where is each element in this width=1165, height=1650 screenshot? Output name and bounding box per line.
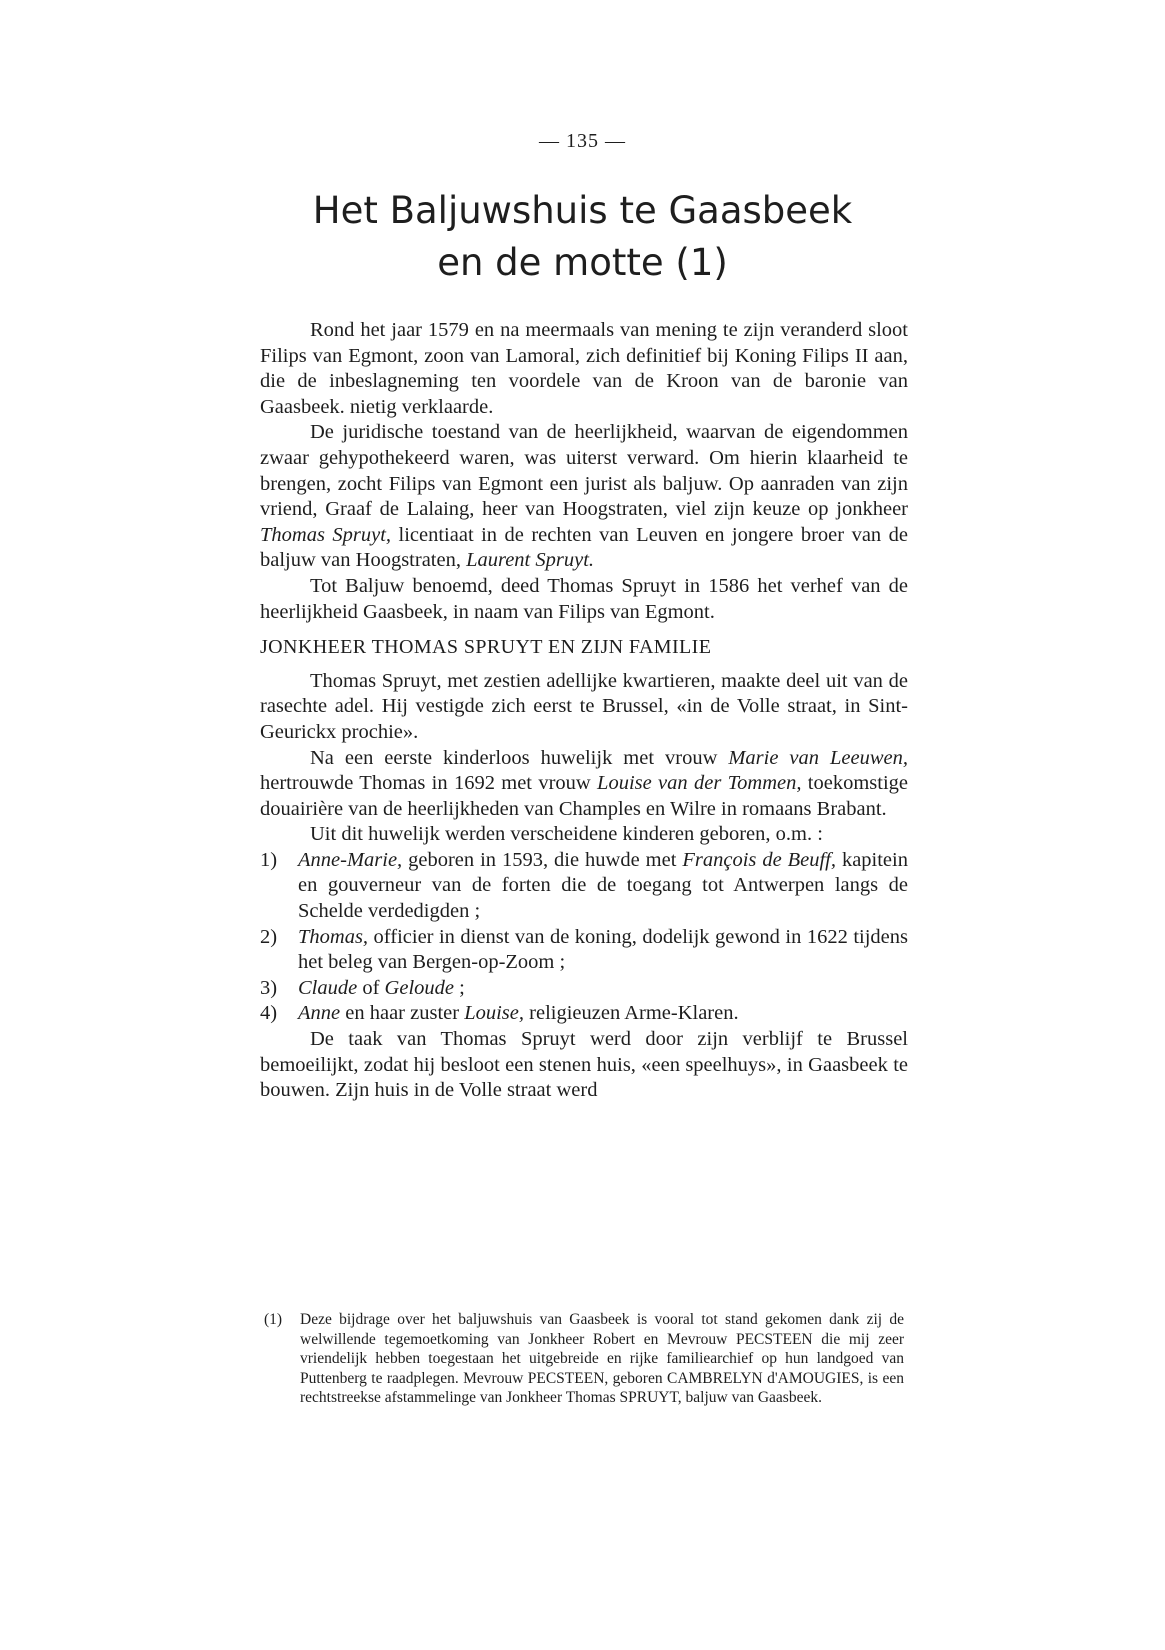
child-name: Anne-Marie,	[298, 848, 403, 871]
child-text: of	[357, 976, 385, 999]
child-name: Thomas,	[298, 925, 369, 948]
footnote-text: Deze bijdrage over het baljuwshuis van Gaasbeek is vooral tot stand gekomen dank zij de welwillende tegemoetkoming van Jonkheer Robert en Mevrouw PECSTEEN die mij zeer vriendelijk hebben toegestaan het uitgebreide en rijke familiearchief op hun landgoed van Puttenberg te raadplegen. Mevrouw PECSTEEN, geboren CAMBRELYN d'AMOUGIES, is een rechtstreekse afstammelinge van Jonkheer Thomas SPRUYT, baljuw van Gaasbeek.	[300, 1311, 904, 1406]
child-name: Claude	[298, 976, 358, 999]
name-louise-van-der-tommen: Louise van der Tommen,	[597, 772, 802, 795]
child-text: kapitein en gouverneur van de forten die de toegang tot Antwerpen langs de Schelde verdedigden ;	[298, 848, 908, 923]
children-list	[260, 848, 908, 1027]
spouse-name: François de Beuff,	[682, 848, 836, 871]
paragraph-5-text-b: hertrouwde Thomas in 1692 met vrouw	[260, 772, 598, 795]
child-text: religieuzen Arme-Klaren.	[524, 1002, 739, 1025]
child-name-alt: Geloude	[384, 976, 454, 999]
paragraph-5-text-a: Na een eerste kinderloos huwelijk met vrouw	[310, 746, 729, 769]
footnote	[264, 1310, 904, 1408]
paragraph-4: Thomas Spruyt, met zestien adellijke kwartieren, maakte deel uit van de rasechte adel. Hij vestigde zich eerst te Brussel, «in de Volle straat, in Sint-Geurickx prochie».	[260, 669, 908, 743]
name-laurent-spruyt: Laurent Spruyt.	[466, 549, 595, 572]
list-item	[260, 925, 908, 976]
child-text: ;	[454, 976, 465, 999]
paragraph-1: Rond het jaar 1579 en na meermaals van mening te zijn veranderd sloot Filips van Egmont, zoon van Lamoral, zich definitief bij Koning Filips II aan, die de inbeslagneming ten voordele van de Kroon van de baronie van Gaasbeek. nietig verklaarde.	[260, 319, 908, 418]
name-thomas-spruyt: Thomas Spruyt,	[260, 523, 392, 546]
child-text: en haar zuster	[340, 1002, 465, 1025]
paragraph-6: Uit dit huwelijk werden verscheidene kinderen geboren, o.m. :	[310, 823, 823, 846]
list-item	[260, 976, 908, 1002]
title-line-1: Het Baljuwshuis te Gaasbeek	[312, 189, 853, 232]
name-marie-van-leeuwen: Marie van Leeuwen,	[728, 746, 908, 769]
list-item-number: 2)	[260, 925, 278, 948]
child-text: officier in dienst van de koning, dodelijk gewond in 1622 tijdens het beleg van Bergen-op-Zoom ;	[298, 925, 908, 974]
title-line-2: en de motte (1)	[437, 241, 728, 284]
paragraph-2-text-b: licentiaat in de rechten van Leuven en jongere broer van de baljuw van Hoogstraten,	[260, 523, 908, 572]
paragraph-2	[260, 420, 908, 574]
list-item	[260, 848, 908, 925]
sibling-name: Louise,	[464, 1002, 525, 1025]
paragraph-2-text-a: De juridische toestand van de heerlijkheid, waarvan de eigendommen zwaar gehypothekeerd waren, was uiterst verward. Om hierin klaarheid te brengen, zocht Filips van Egmont een jurist als baljuw. Op aanraden van zijn vriend, Graaf de Lalaing, heer van Hoogstraten, viel zijn keuze op jonkheer	[260, 421, 908, 521]
list-item-number: 1)	[260, 848, 278, 871]
paragraph-7: De taak van Thomas Spruyt werd door zijn verblijf te Brussel bemoeilijkt, zodat hij besloot een stenen huis, «een speelhuys», in Gaasbeek te bouwen. Zijn huis in de Volle straat werd	[260, 1028, 908, 1102]
paragraph-5	[260, 746, 908, 823]
article-title	[0, 185, 1165, 289]
paragraph-5-text-c: toekomstige douairière van de heerlijkheden van Champles en Wilre in romaans Brabant.	[260, 772, 909, 820]
section-heading: JONKHEER THOMAS SPRUYT EN ZIJN FAMILIE	[260, 636, 712, 659]
list-item-number: 3)	[260, 976, 278, 999]
child-text: geboren in 1593, die huwde met	[402, 848, 683, 871]
footnote-number: (1)	[264, 1311, 283, 1328]
list-item	[260, 1001, 908, 1027]
paragraph-3: Tot Baljuw benoemd, deed Thomas Spruyt in 1586 het verhef van de heerlijkheid Gaasbeek, in naam van Filips van Egmont.	[260, 574, 908, 623]
article-body	[260, 318, 908, 1104]
page-number: — 135 —	[539, 130, 626, 152]
child-name: Anne	[298, 1002, 341, 1025]
list-item-number: 4)	[260, 1002, 278, 1025]
